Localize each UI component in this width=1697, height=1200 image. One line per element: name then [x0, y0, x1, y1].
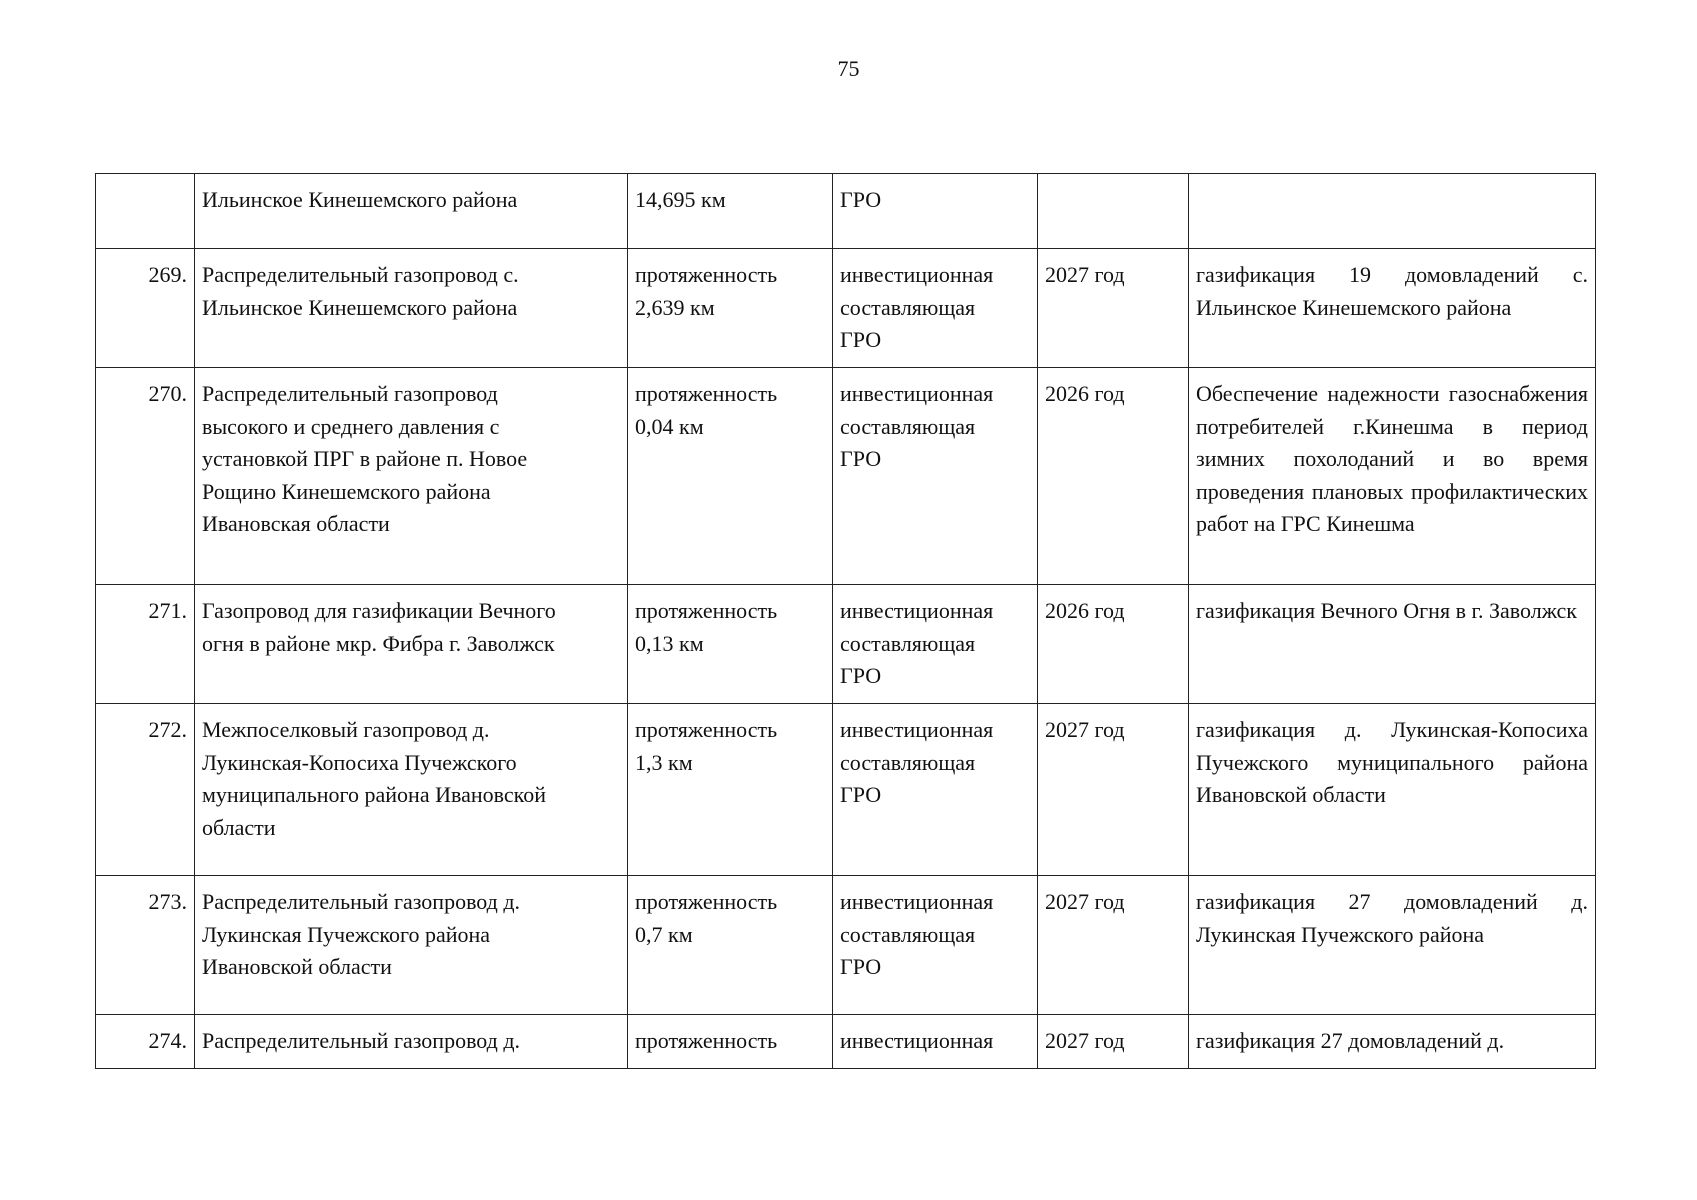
implementation-year: 2027 год: [1038, 249, 1189, 368]
funding-source: инвестиционная: [833, 1015, 1038, 1069]
object-name: Распределительный газопровод д. Лукинская Пучежского района Ивановской области: [195, 876, 628, 1015]
purpose: газификация 27 домовладений д. Лукинская Пучежского района: [1189, 876, 1596, 1015]
implementation-year: 2027 год: [1038, 704, 1189, 876]
table-row: [96, 876, 1596, 1015]
purpose: газификация 27 домовладений д.: [1189, 1015, 1596, 1069]
row-number: 270.: [96, 368, 195, 585]
object-parameter: протяженность 1,3 км: [628, 704, 833, 876]
implementation-year: 2027 год: [1038, 876, 1189, 1015]
page-number: 75: [837, 56, 860, 81]
row-number: 273.: [96, 876, 195, 1015]
funding-source: инвестиционная составляющая ГРО: [833, 368, 1038, 585]
object-name: Распределительный газопровод с. Ильинское Кинешемского района: [195, 249, 628, 368]
object-name: Межпоселковый газопровод д. Лукинская-Копосиха Пучежского муниципального района Ивановской области: [195, 704, 628, 876]
purpose: [1189, 174, 1596, 249]
object-name: Распределительный газопровод высокого и среднего давления с установкой ПРГ в районе п. Новое Рощино Кинешемского района Ивановская области: [195, 368, 628, 585]
object-parameter: протяженность: [628, 1015, 833, 1069]
purpose: газификация 19 домовладений с. Ильинское Кинешемского района: [1189, 249, 1596, 368]
funding-source: ГРО: [833, 174, 1038, 249]
object-parameter: 14,695 км: [628, 174, 833, 249]
purpose: газификация Вечного Огня в г. Заволжск: [1189, 585, 1596, 704]
implementation-year: 2026 год: [1038, 368, 1189, 585]
table-row: [96, 1015, 1596, 1069]
table-row: [96, 585, 1596, 704]
funding-source: инвестиционная составляющая ГРО: [833, 704, 1038, 876]
object-name: Распределительный газопровод д.: [195, 1015, 628, 1069]
investment-program-table: [95, 173, 1596, 1069]
table-row: [96, 704, 1596, 876]
implementation-year: [1038, 174, 1189, 249]
implementation-year: 2026 год: [1038, 585, 1189, 704]
funding-source: инвестиционная составляющая ГРО: [833, 876, 1038, 1015]
object-name: Ильинское Кинешемского района: [195, 174, 628, 249]
row-number: 269.: [96, 249, 195, 368]
object-parameter: протяженность 2,639 км: [628, 249, 833, 368]
row-number: 271.: [96, 585, 195, 704]
funding-source: инвестиционная составляющая ГРО: [833, 585, 1038, 704]
funding-source: инвестиционная составляющая ГРО: [833, 249, 1038, 368]
row-number: 274.: [96, 1015, 195, 1069]
object-name: Газопровод для газификации Вечного огня в районе мкр. Фибра г. Заволжск: [195, 585, 628, 704]
object-parameter: протяженность 0,13 км: [628, 585, 833, 704]
object-parameter: протяженность 0,04 км: [628, 368, 833, 585]
table-row: [96, 368, 1596, 585]
row-number: 272.: [96, 704, 195, 876]
purpose: газификация д. Лукинская-Копосиха Пучежского муниципального района Ивановской области: [1189, 704, 1596, 876]
object-parameter: протяженность 0,7 км: [628, 876, 833, 1015]
row-number: [96, 174, 195, 249]
purpose: Обеспечение надежности газоснабжения потребителей г.Кинешма в период зимних похолоданий и во время проведения плановых профилактических работ на ГРС Кинешма: [1189, 368, 1596, 585]
table-row: [96, 174, 1596, 249]
implementation-year: 2027 год: [1038, 1015, 1189, 1069]
table-row: [96, 249, 1596, 368]
